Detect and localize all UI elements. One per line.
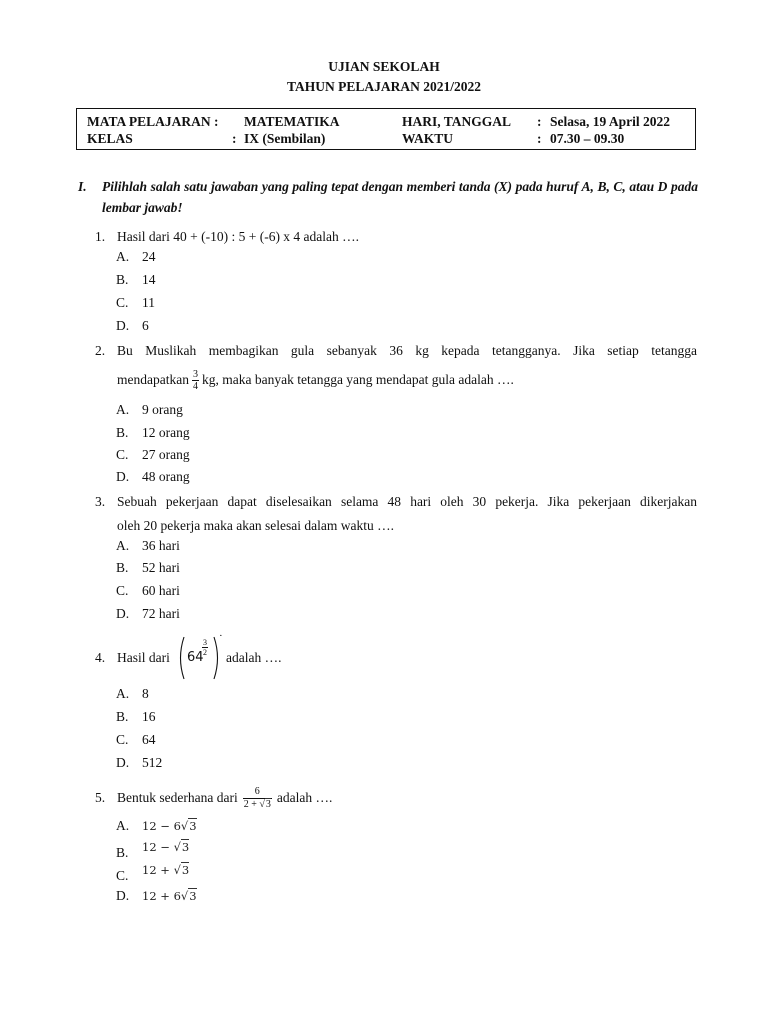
- exam-title: UJIAN SEKOLAH: [328, 59, 440, 74]
- option-text: 72 hari: [142, 606, 180, 621]
- option-letter: B.: [116, 709, 129, 724]
- option-text: 9 orang: [142, 402, 183, 417]
- option-4b[interactable]: [116, 709, 156, 725]
- option-letter: D.: [116, 469, 130, 484]
- option-text: 36 hari: [142, 538, 180, 553]
- option-letter: B.: [116, 560, 129, 575]
- option-text: 27 orang: [142, 447, 190, 462]
- option-text: 8: [142, 686, 149, 701]
- option-2d[interactable]: [116, 469, 190, 485]
- question-2-line-2: [117, 368, 697, 392]
- option-letter: A.: [116, 402, 130, 417]
- question-number: 5.: [95, 790, 106, 805]
- sqrt-symbol: √: [180, 889, 189, 903]
- option-letter: A.: [116, 818, 130, 833]
- option-letter: C.: [116, 868, 129, 883]
- option-term: 12 + 6: [142, 889, 181, 903]
- option-letter: A.: [116, 249, 130, 264]
- question-number: 4.: [95, 650, 106, 665]
- fraction: [243, 786, 272, 811]
- class-value: IX (Sembilan): [244, 131, 326, 146]
- option-3c[interactable]: [116, 583, 180, 599]
- option-letter: D.: [116, 888, 130, 903]
- class-label: KELAS: [87, 131, 133, 146]
- time-colon: :: [537, 131, 542, 146]
- option-letter: B.: [116, 845, 129, 860]
- option-1c[interactable]: [116, 295, 155, 311]
- option-term: 12 −: [142, 840, 174, 854]
- option-text: 48 orang: [142, 469, 190, 484]
- radicand: 3: [181, 840, 190, 854]
- option-math: [142, 840, 189, 854]
- fraction-denominator: 4: [192, 381, 198, 393]
- question-text-line-2: oleh 20 pekerja maka akan selesai dalam waktu ….: [117, 518, 395, 533]
- option-4a[interactable]: [116, 686, 149, 702]
- question-text-pre: mendapatkan: [117, 372, 189, 387]
- question-text-row: [117, 786, 697, 811]
- fraction-denominator: [243, 799, 272, 811]
- option-1d[interactable]: [116, 318, 149, 334]
- option-3a[interactable]: [116, 538, 180, 554]
- option-letter: B.: [116, 425, 129, 440]
- exam-info-box: [76, 108, 696, 150]
- subject-label: MATA PELAJARAN :: [87, 114, 219, 129]
- question-number: 1.: [95, 229, 106, 244]
- question-text-pre: Bentuk sederhana dari: [117, 790, 238, 805]
- question-text-post: kg, maka banyak tetangga yang mendapat gula adalah ….: [201, 372, 514, 387]
- radicand: 3: [189, 889, 197, 903]
- subject-value: MATEMATIKA: [244, 114, 340, 129]
- option-5b[interactable]: [116, 840, 190, 861]
- option-text: 64: [142, 732, 156, 747]
- question-text-post: adalah ….: [276, 790, 333, 805]
- question-text-post: adalah ….: [226, 650, 282, 665]
- fraction: [192, 369, 199, 392]
- option-letter: C.: [116, 583, 129, 598]
- option-letter: D.: [116, 755, 130, 770]
- option-math: [142, 818, 197, 833]
- power-base: 64: [187, 650, 204, 665]
- time-value: 07.30 – 09.30: [550, 131, 625, 146]
- question-text: Hasil dari 40 + (-10) : 5 + (-6) x 4 adalah ….: [117, 229, 360, 244]
- option-text: 12 orang: [142, 425, 190, 440]
- radicand: 3: [181, 863, 190, 877]
- option-text: 6: [142, 318, 149, 333]
- option-letter: C.: [116, 732, 129, 747]
- question-text-pre: Hasil dari: [117, 650, 170, 665]
- option-3d[interactable]: [116, 606, 180, 622]
- option-letter: A.: [116, 538, 130, 553]
- sqrt-symbol: √: [173, 863, 181, 877]
- option-1b[interactable]: [116, 272, 156, 288]
- option-letter: D.: [116, 318, 130, 333]
- option-text: 512: [142, 755, 163, 770]
- radicand: 3: [189, 819, 197, 833]
- date-label: HARI, TANGGAL: [402, 114, 512, 129]
- power-expression: [177, 630, 227, 680]
- sqrt-symbol: √: [180, 819, 189, 833]
- question-text-line-1: Sebuah pekerjaan dapat diselesaikan selama 48 hari oleh 30 pekerja. Jika pekerjaan dikerjakan: [117, 494, 697, 509]
- radicand: 3: [265, 799, 271, 811]
- option-text: 60 hari: [142, 583, 180, 598]
- question-text-line-1: Bu Muslikah membagikan gula sebanyak 36 kg kepada tetangganya. Jika setiap tetangga: [117, 343, 697, 358]
- academic-year: TAHUN PELAJARAN 2021/2022: [286, 79, 481, 94]
- option-text: 16: [142, 709, 156, 724]
- date-value: Selasa, 19 April 2022: [550, 114, 671, 129]
- left-parenthesis: [177, 636, 185, 680]
- option-letter: B.: [116, 272, 129, 287]
- date-colon: :: [537, 114, 542, 129]
- sqrt-symbol: √: [259, 799, 265, 811]
- question-number: 2.: [95, 343, 106, 358]
- option-2a[interactable]: [116, 402, 183, 418]
- option-term: 12 +: [142, 863, 174, 877]
- option-text: 24: [142, 249, 156, 264]
- exponent-numerator: 3: [203, 638, 207, 647]
- right-parenthesis: [213, 636, 221, 680]
- option-letter: D.: [116, 606, 130, 621]
- option-5c[interactable]: [116, 863, 190, 884]
- option-letter: A.: [116, 686, 130, 701]
- option-5d[interactable]: [116, 888, 197, 904]
- option-math: [142, 863, 189, 877]
- section-number: I.: [78, 179, 87, 194]
- option-4c[interactable]: [116, 732, 156, 748]
- sqrt-symbol: √: [173, 840, 181, 854]
- denominator-term: 2 +: [243, 799, 260, 811]
- fraction-numerator: 6: [243, 786, 272, 799]
- outer-exponent: ·: [219, 630, 223, 642]
- option-text: 52 hari: [142, 560, 180, 575]
- class-colon: :: [232, 131, 237, 146]
- option-term: 12 − 6: [142, 819, 181, 833]
- question-3-line-2: [117, 514, 697, 538]
- option-4d[interactable]: [116, 755, 162, 771]
- option-2c[interactable]: [116, 447, 190, 463]
- exponent-fraction: [202, 638, 208, 657]
- option-text: 14: [142, 272, 156, 287]
- option-3b[interactable]: [116, 560, 180, 576]
- option-letter: C.: [116, 295, 129, 310]
- option-letter: C.: [116, 447, 129, 462]
- option-5a[interactable]: [116, 818, 197, 834]
- option-2b[interactable]: [116, 425, 190, 441]
- option-1a[interactable]: [116, 249, 156, 265]
- fraction-numerator: 3: [192, 369, 198, 381]
- question-number: 3.: [95, 494, 106, 509]
- instruction-text: Pilihlah salah satu jawaban yang paling tepat dengan memberi tanda (X) pada huruf A, B, C, atau D pada lembar jawab!: [102, 179, 698, 215]
- option-math: [142, 888, 197, 903]
- time-label: WAKTU: [402, 131, 454, 146]
- exponent-denominator: 2: [203, 648, 207, 657]
- option-text: 11: [142, 295, 155, 310]
